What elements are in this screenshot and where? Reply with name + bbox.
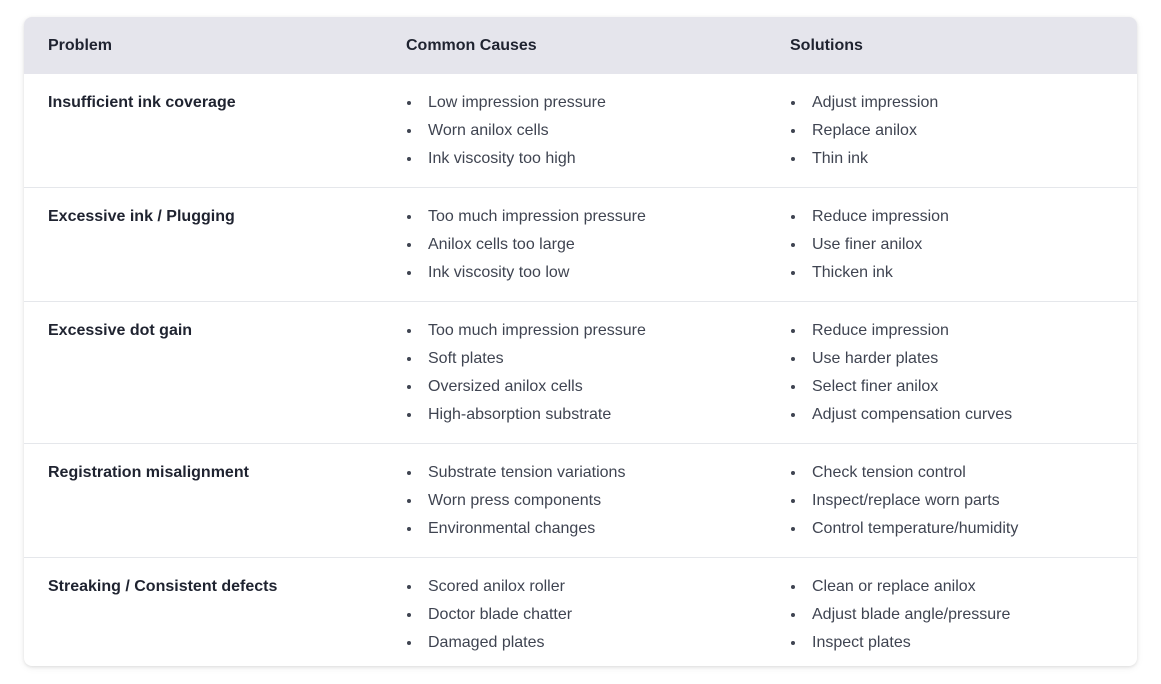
causes-list xyxy=(406,203,766,287)
problem-cell: Streaking / Consistent defects xyxy=(48,578,278,595)
table-row xyxy=(24,302,1137,444)
cause-item: Ink viscosity too low xyxy=(406,259,766,287)
solution-item: Select finer anilox xyxy=(790,373,1137,401)
solution-item: Thin ink xyxy=(790,145,1137,173)
causes-cell xyxy=(382,302,766,444)
problem-cell: Insufficient ink coverage xyxy=(48,94,236,111)
table-body xyxy=(24,74,1137,666)
cause-item: Oversized anilox cells xyxy=(406,373,766,401)
solution-item: Adjust blade angle/pressure xyxy=(790,601,1137,629)
table-row xyxy=(24,444,1137,558)
table-row xyxy=(24,188,1137,302)
solution-item: Reduce impression xyxy=(790,203,1137,231)
cause-item: Doctor blade chatter xyxy=(406,601,766,629)
cause-item: Too much impression pressure xyxy=(406,203,766,231)
troubleshooting-table-card xyxy=(24,17,1137,666)
header-row xyxy=(24,17,1137,74)
solutions-list xyxy=(790,573,1137,657)
solutions-cell xyxy=(766,444,1137,558)
solution-item: Adjust compensation curves xyxy=(790,401,1137,429)
causes-list xyxy=(406,573,766,657)
solution-item: Replace anilox xyxy=(790,117,1137,145)
table-header xyxy=(24,17,1137,74)
table-row xyxy=(24,74,1137,188)
cause-item: Substrate tension variations xyxy=(406,459,766,487)
table-row xyxy=(24,558,1137,667)
cause-item: Ink viscosity too high xyxy=(406,145,766,173)
causes-list xyxy=(406,89,766,173)
solutions-cell xyxy=(766,74,1137,188)
problem-cell: Excessive ink / Plugging xyxy=(48,208,235,225)
cause-item: Low impression pressure xyxy=(406,89,766,117)
cause-item: Damaged plates xyxy=(406,629,766,657)
solutions-list xyxy=(790,317,1137,429)
solutions-cell xyxy=(766,302,1137,444)
solutions-cell xyxy=(766,188,1137,302)
solution-item: Inspect/replace worn parts xyxy=(790,487,1137,515)
cause-item: Environmental changes xyxy=(406,515,766,543)
solution-item: Use harder plates xyxy=(790,345,1137,373)
solutions-list xyxy=(790,89,1137,173)
cause-item: Scored anilox roller xyxy=(406,573,766,601)
causes-cell xyxy=(382,188,766,302)
troubleshooting-table xyxy=(24,17,1137,666)
cause-item: Worn press components xyxy=(406,487,766,515)
causes-cell xyxy=(382,444,766,558)
causes-cell xyxy=(382,558,766,667)
solution-item: Control temperature/humidity xyxy=(790,515,1137,543)
cause-item: Soft plates xyxy=(406,345,766,373)
header-common-causes: Common Causes xyxy=(406,36,537,54)
problem-cell: Excessive dot gain xyxy=(48,322,193,339)
cause-item: Too much impression pressure xyxy=(406,317,766,345)
solution-item: Thicken ink xyxy=(790,259,1137,287)
solutions-list xyxy=(790,203,1137,287)
problem-cell: Registration misalignment xyxy=(48,464,249,481)
solution-item: Adjust impression xyxy=(790,89,1137,117)
solution-item: Clean or replace anilox xyxy=(790,573,1137,601)
solution-item: Use finer anilox xyxy=(790,231,1137,259)
solution-item: Check tension control xyxy=(790,459,1137,487)
cause-item: High-absorption substrate xyxy=(406,401,766,429)
cause-item: Anilox cells too large xyxy=(406,231,766,259)
cause-item: Worn anilox cells xyxy=(406,117,766,145)
causes-cell xyxy=(382,74,766,188)
solutions-cell xyxy=(766,558,1137,667)
causes-list xyxy=(406,317,766,429)
causes-list xyxy=(406,459,766,543)
solutions-list xyxy=(790,459,1137,543)
solution-item: Reduce impression xyxy=(790,317,1137,345)
header-solutions: Solutions xyxy=(790,36,863,54)
solution-item: Inspect plates xyxy=(790,629,1137,657)
header-problem: Problem xyxy=(48,36,113,54)
